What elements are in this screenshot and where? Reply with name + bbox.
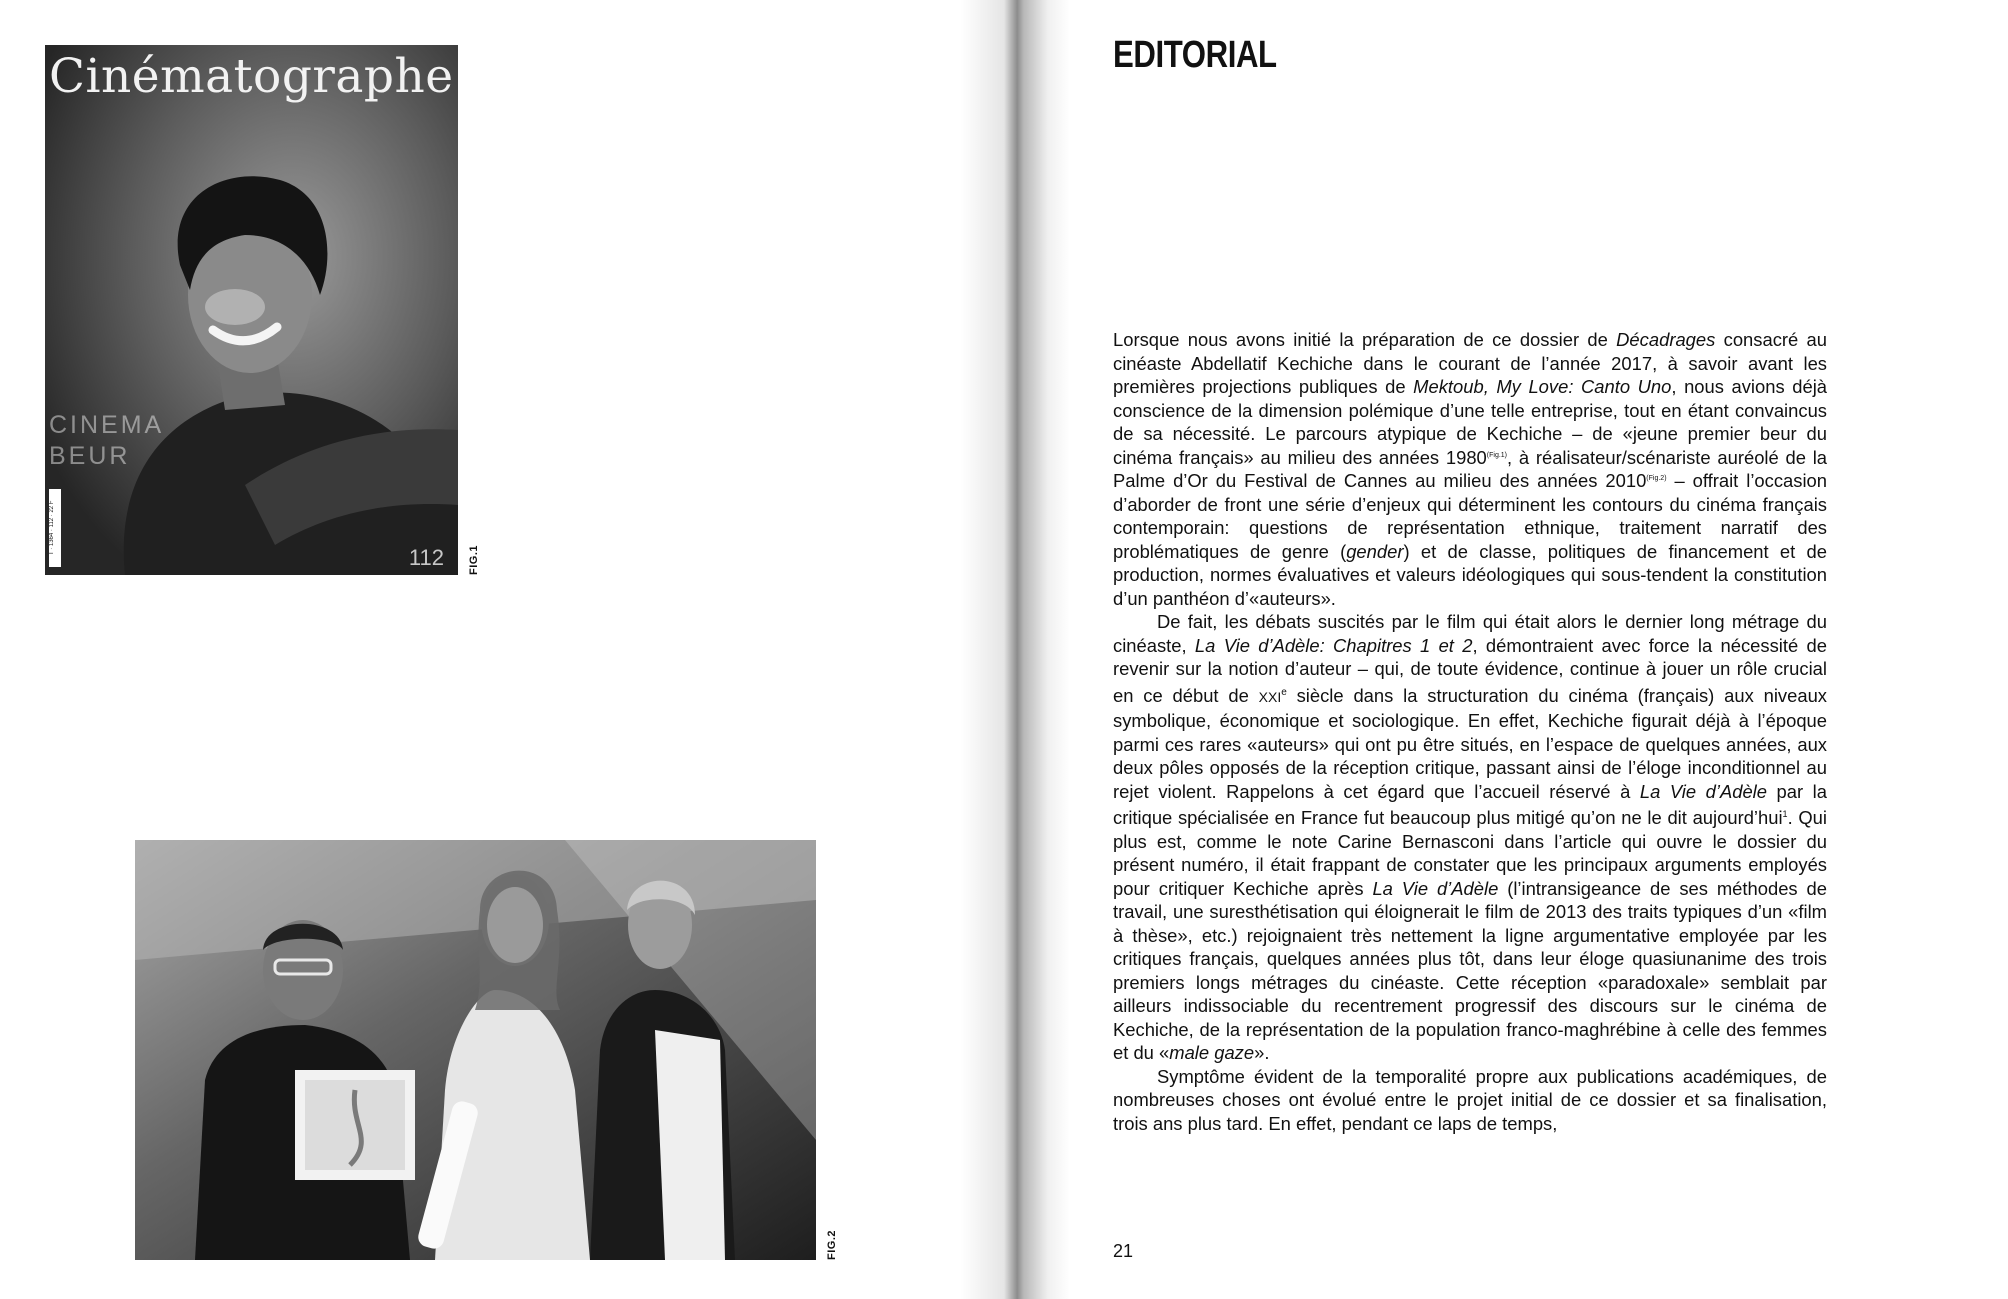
p2-italic-3: La Vie d’Adèle xyxy=(1372,877,1499,899)
cover-barcode-strip: T · 1364 · 112 · 22 F xyxy=(49,489,61,567)
p1-text-6: ) et de classe, politiques de financement et de production, normes évaluatives et valeurs idéologiques qui sous-tendent la constitution d’un panthéon d’«auteurs». xyxy=(1113,540,1827,609)
p1-text-4: , à réalisateur/scénariste auréolé de la Palme d’Or du Festival de Cannes au milieu des années 2010 xyxy=(1113,446,1828,491)
page-number: 21 xyxy=(1113,1241,1134,1261)
cover-title: Cinématographe xyxy=(49,49,454,104)
festival-photo-illustration xyxy=(135,840,816,1260)
footnote-reference: 1 xyxy=(1782,809,1788,820)
p1-text-3: , nous avions déjà conscience de la dimension polémique d’une telle entreprise, tout en étant convaincus de sa nécessité. Le parcours atypique de Kechiche – de «jeune premier beur du cinéma français» au milieu des années 1980 xyxy=(1113,376,1828,468)
cover-issue-number: 112 xyxy=(408,545,444,570)
p2-text-2: , démontraient avec force la nécessité de revenir sur la notion d’auteur – qui, de toute évidence, continue à jouer un rôle crucial en ce début de xyxy=(1113,634,1827,706)
p2-text-1: De fait, les débats suscités par le film qui était alors le dernier long métrage du cinéaste, xyxy=(1113,611,1827,656)
p2-text-4: par la critique spécialisée en France fut beaucoup plus mitigé qu’on ne le dit aujourd’hui xyxy=(1113,780,1827,829)
century-numeral: XXI xyxy=(1258,688,1282,705)
cover-image xyxy=(45,45,458,575)
p2-text-5: . Qui plus est, comme le note Carine Bernasconi dans l’article qui ouvre le dossier du présent numéro, il était frappant de constater que les principaux arguments employés pour critiquer Kechiche après xyxy=(1113,807,1827,899)
fig2-label: FIG.2 xyxy=(826,1230,838,1261)
page-heading: EDITORIAL xyxy=(1113,34,1277,76)
p2-italic-2: La Vie d’Adèle xyxy=(1639,780,1767,802)
p2-italic-1: La Vie d’Adèle: Chapitres 1 et 2 xyxy=(1194,634,1473,656)
cover-portrait-illustration xyxy=(45,45,458,575)
fig2-reference: (Fig.2) xyxy=(1646,474,1667,482)
p1-text-2: consacré au cinéaste Abdellatif Kechiche dans le courant de l’année 2017, à savoir avant les premières projections publiques de xyxy=(1113,329,1827,397)
p1-italic-1: Décadrages xyxy=(1616,329,1716,350)
editorial-body xyxy=(1113,328,1827,1135)
p1-italic-2: Mektoub, My Love: Canto Uno xyxy=(1413,376,1672,397)
p1-text-5: – offrait l’occasion d’aborder de front une série d’enjeux qui déterminent les contours du cinéma français contemporain: questions de représentation ethnique, traitement narratif des problématiques de genre ( xyxy=(1113,470,1827,562)
p3-text-1: Symptôme évident de la temporalité propre aux publications académiques, de nombreuses choses ont évolué entre le projet initial de ce dossier et sa finalisation, trois ans plus tard. En effet, pendant ce laps de temps, xyxy=(1113,1065,1827,1134)
fig1-reference: (Fig.1) xyxy=(1486,451,1508,459)
p1-text-1: Lorsque nous avons initié la préparation de ce dossier de xyxy=(1113,329,1617,350)
paragraph-2 xyxy=(1113,610,1827,1065)
p2-text-6: (l’intransigeance de ses méthodes de travail, une suresthétisation qui éloignerait le film de 2013 des traits typiques d’un «film à thèse», etc.) rejoignaient très nettement la ligne argumentative employée par les critiques français, quelques années plus tôt, dans leur éloge quasiunanime des trois premiers longs métrages du cinéaste. Cette réception «paradoxale» semblait par ailleurs indissociable du recentrement progressif des discours sur le cinéma de Kechiche, de la représentation de la population franco-maghrébine à celle des femmes et du « xyxy=(1113,877,1827,1064)
cover-subtitle-line-2: BEUR xyxy=(49,442,131,470)
paragraph-3 xyxy=(1113,1065,1827,1136)
p2-text-7: ». xyxy=(1254,1042,1270,1064)
fig1-label: FIG.1 xyxy=(468,545,480,576)
cover-subtitle-line-1: CINEMA xyxy=(49,411,165,439)
paragraph-1 xyxy=(1113,328,1827,610)
p2-italic-4: male gaze xyxy=(1169,1042,1255,1064)
century-suffix: e xyxy=(1281,686,1287,698)
p2-text-3: siècle dans la structuration du cinéma (français) aux niveaux symbolique, économique et sociologique. En effet, Kechiche figurait déjà à l’époque parmi ces rares «auteurs» qui ont pu être situés, en l’espace de quelques années, aux deux pôles opposés de la réception critique, passant ainsi de l’éloge inconditionnel au rejet violent. Rappelons à cet égard que l’accueil réservé à xyxy=(1113,684,1827,802)
p1-italic-3: gender xyxy=(1346,540,1404,562)
cover-subtitle xyxy=(49,410,164,472)
festival-photo xyxy=(135,840,816,1260)
